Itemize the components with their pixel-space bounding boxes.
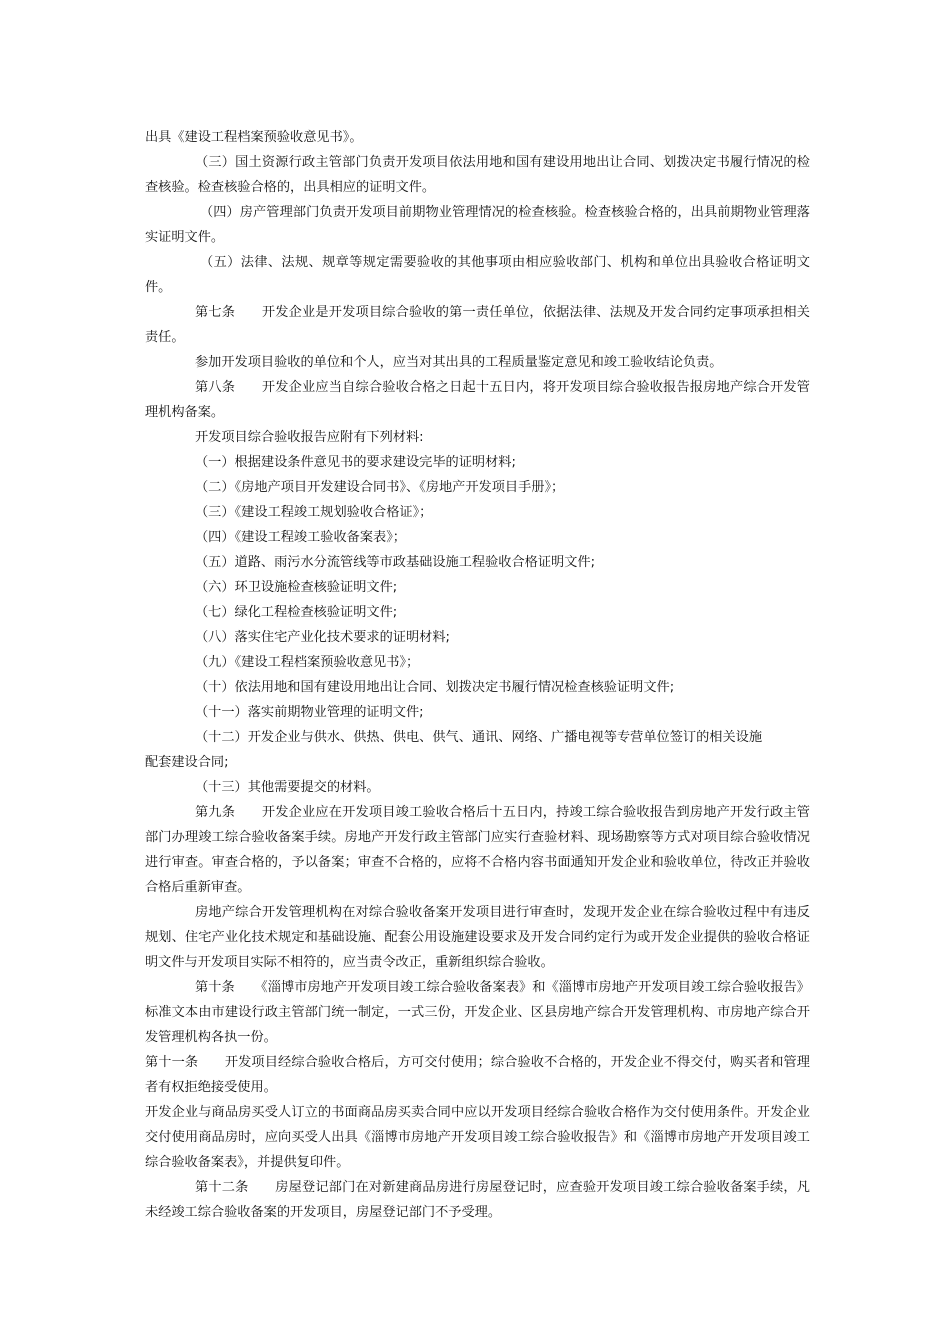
list-item-8: （八）落实住宅产业化技术要求的证明材料; — [195, 630, 451, 645]
paragraph-article-11-contract: 开发企业与商品房买受人订立的书面商品房买卖合同中应以开发项目经综合验收合格作为交付使用条件。开发企业交付使用商品房时，应向买受人出具《淄博市房地产开发项目竣工综合验收报告》和《淄博市房地产开发项目竣工综合验收备案表》，并提供复印件。 — [145, 1105, 810, 1170]
paragraph-archive-opinion: 出具《建设工程档案预验收意见书》。 — [145, 130, 363, 145]
paragraph-article-9: 第九条 开发企业应在开发项目竣工验收合格后十五日内，持竣工综合验收报告到房地产开发行政主管部门办理竣工综合验收备案手续。房地产开发行政主管部门应实行查验材料、现场勘察等方式对项目综合验收情况进行审查。审查合格的，予以备案；审查不合格的，应将不合格内容书面通知开发企业和验收单位，待改正并验收合格后重新审查。 — [145, 805, 810, 895]
list-item-6: （六）环卫设施检查核验证明文件; — [195, 580, 398, 595]
list-item-7: （七）绿化工程检查核验证明文件; — [195, 605, 398, 620]
list-item-13: （十三）其他需要提交的材料。 — [195, 780, 380, 795]
list-item-10: （十）依法用地和国有建设用地出让合同、划拨决定书履行情况检查核验证明文件; — [195, 680, 675, 695]
list-item-12 — [145, 725, 810, 775]
list-item-12-line-2: 配套建设合同; — [145, 755, 229, 770]
paragraph-article-7-responsibility: 参加开发项目验收的单位和个人，应当对其出具的工程质量鉴定意见和竣工验收结论负责。 — [195, 355, 723, 370]
paragraph-materials-intro: 开发项目综合验收报告应附有下列材料: — [195, 430, 424, 445]
list-item-9: （九）《建设工程档案预验收意见书》； — [195, 655, 420, 670]
list-item-5: （五）道路、雨污水分流管线等市政基础设施工程验收合格证明文件; — [195, 555, 596, 570]
paragraph-article-9-review: 房地产综合开发管理机构在对综合验收备案开发项目进行审查时，发现开发企业在综合验收过程中有违反规划、住宅产业化技术规定和基础设施、配套公用设施建设要求及开发合同约定行为或开发企业提供的验收合格证明文件与开发项目实际不相符的，应当责令改正，重新组织综合验收。 — [145, 905, 810, 970]
paragraph-article-12: 第十二条 房屋登记部门在对新建商品房进行房屋登记时，应查验开发项目竣工综合验收备案手续，凡未经竣工综合验收备案的开发项目，房屋登记部门不予受理。 — [145, 1180, 810, 1220]
list-item-1: （一）根据建设条件意见书的要求建设完毕的证明材料; — [195, 455, 516, 470]
paragraph-item-4-property: （四）房产管理部门负责开发项目前期物业管理情况的检查核验。检查核验合格的，出具前期物业管理落实证明文件。 — [145, 205, 810, 245]
paragraph-article-10: 第十条 《淄博市房地产开发项目竣工综合验收备案表》和《淄博市房地产开发项目竣工综合验收报告》标准文本由市建设行政主管部门统一制定，一式三份，开发企业、区县房地产综合开发管理机构、市房地产综合开发管理机构各执一份。 — [145, 980, 810, 1045]
paragraph-item-5-other: （五）法律、法规、规章等规定需要验收的其他事项由相应验收部门、机构和单位出具验收合格证明文件。 — [145, 255, 810, 295]
list-item-3: （三）《建设工程竣工规划验收合格证》； — [195, 505, 433, 520]
list-item-12-line-1: （十二）开发企业与供水、供热、供电、供气、通讯、网络、广播电视等专营单位签订的相关设施 — [195, 730, 763, 745]
list-item-2: （二）《房地产项目开发建设合同书》、《房地产开发项目手册》； — [195, 480, 565, 495]
paragraph-article-11: 第十一条 开发项目经综合验收合格后，方可交付使用；综合验收不合格的，开发企业不得交付，购买者和管理者有权拒绝接受使用。 — [145, 1055, 810, 1095]
paragraph-article-8: 第八条 开发企业应当自综合验收合格之日起十五日内，将开发项目综合验收报告报房地产综合开发管理机构备案。 — [145, 380, 810, 420]
paragraph-item-3-land: （三）国土资源行政主管部门负责开发项目依法用地和国有建设用地出让合同、划拨决定书履行情况的检查核验。检查核验合格的，出具相应的证明文件。 — [145, 155, 810, 195]
list-item-11: （十一）落实前期物业管理的证明文件; — [195, 705, 424, 720]
paragraph-article-7: 第七条 开发企业是开发项目综合验收的第一责任单位，依据法律、法规及开发合同约定事项承担相关责任。 — [145, 305, 810, 345]
list-item-4: （四）《建设工程竣工验收备案表》； — [195, 530, 406, 545]
